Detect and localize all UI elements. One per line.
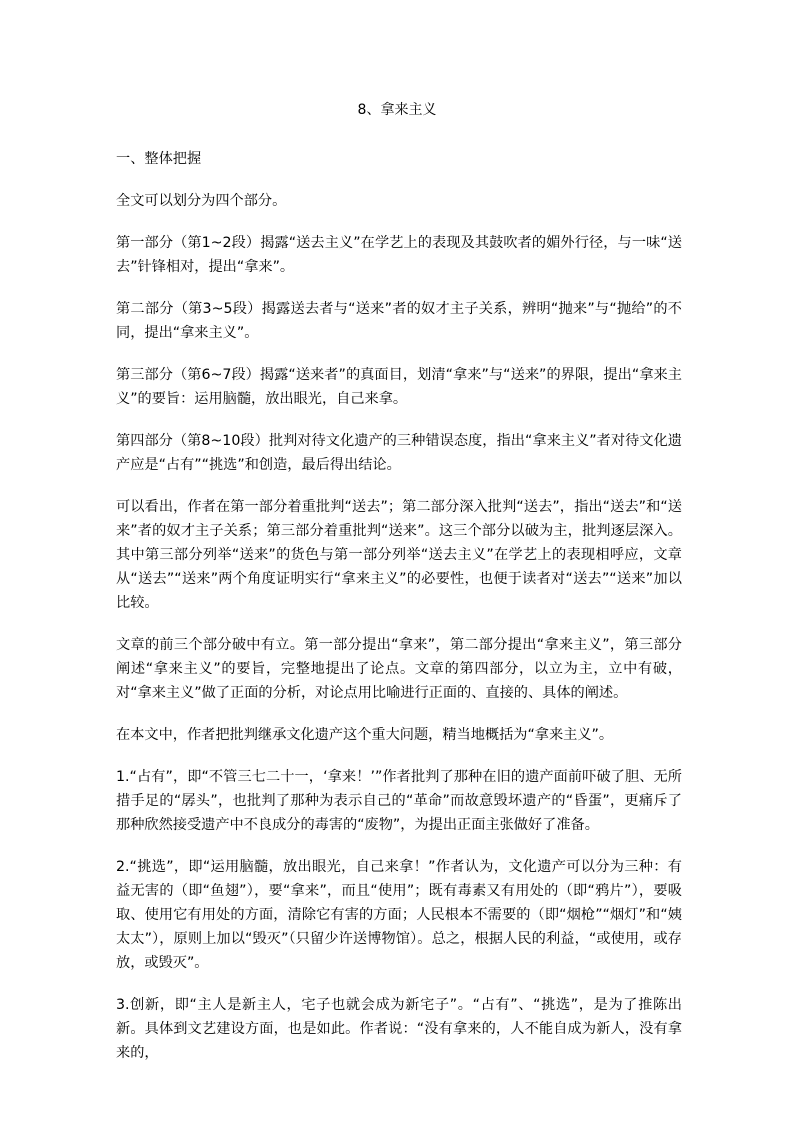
paragraph: 3.创新，即“主人是新主人，宅子也就会成为新宅子”。“占有”、“挑选”，是为了推陈出新。具体到文艺建设方面，也是如此。作者说：“没有拿来的，人不能自成为新人，没有拿来的， bbox=[116, 997, 682, 1061]
paragraph: 文章的前三个部分破中有立。第一部分提出“拿来”，第二部分提出“拿来主义”，第三部分阐述“拿来主义”的要旨，完整地提出了论点。文章的第四部分，以立为主，立中有破，对“拿来主义”做了正面的分析，对论点用比喻进行正面的、直接的、具体的阐述。 bbox=[116, 637, 682, 701]
page-title: 8、拿来主义 bbox=[357, 102, 437, 118]
paragraph: 第一部分（第1~2段）揭露“送去主义”在学艺上的表现及其鼓吹者的媚外行径，与一味“送去”针锋相对，提出“拿来”。 bbox=[116, 235, 682, 275]
paragraph: 第四部分（第8~10段）批判对待文化遗产的三种错误态度，指出“拿来主义”者对待文化遗产应是“占有”“挑选”和创造，最后得出结论。 bbox=[116, 433, 682, 473]
paragraph: 在本文中，作者把批判继承文化遗产这个重大问题，精当地概括为“拿来主义”。 bbox=[116, 727, 614, 743]
paragraph: 第三部分（第6~7段）揭露“送来者”的真面目，划清“拿来”与“送来”的界限，提出“拿来主义”的要旨：运用脑髓，放出眼光，自己来拿。 bbox=[116, 367, 682, 407]
document-body bbox=[116, 147, 682, 1083]
paragraph: 1.“占有”，即“不管三七二十一，‘拿来！’”作者批判了那种在旧的遗产面前吓破了胆、无所措手足的“孱头”，也批判了那种为表示自己的“革命”而故意毁坏遗产的“昏蛋”，更痛斥了那种欣然接受遗产中不良成分的毒害的“废物”，为提出正面主张做好了准备。 bbox=[116, 769, 682, 833]
paragraph: 2.“挑选”，即“运用脑髓，放出眼光，自己来拿！”作者认为，文化遗产可以分为三种：有益无害的（即“鱼翅”），要“拿来”，而且“使用”；既有毒素又有用处的（即“鸦片”），要吸取、使用它有用处的方面，清除它有害的方面；人民根本不需要的（即“烟枪”“烟灯”和“姨太太”），原则上加以“毁灭”（只留少许送博物馆）。总之，根据人民的利益，“或使用，或存放，或毁灭”。 bbox=[116, 859, 682, 971]
section-heading: 一、整体把握 bbox=[116, 151, 202, 167]
paragraph: 全文可以划分为四个部分。 bbox=[116, 193, 287, 209]
paragraph: 第二部分（第3~5段）揭露送去者与“送来”者的奴才主子关系，辨明“抛来”与“抛给”的不同，提出“拿来主义”。 bbox=[116, 301, 682, 341]
paragraph: 可以看出，作者在第一部分着重批判“送去”；第二部分深入批判“送去”，指出“送去”和“送来”者的奴才主子关系；第三部分着重批判“送来”。这三个部分以破为主，批判逐层深入。其中第三部分列举“送来”的货色与第一部分列举“送去主义”在学艺上的表现相呼应，文章从“送去”“送来”两个角度证明实行“拿来主义”的必要性，也便于读者对“送去”“送来”加以比较。 bbox=[116, 499, 682, 611]
